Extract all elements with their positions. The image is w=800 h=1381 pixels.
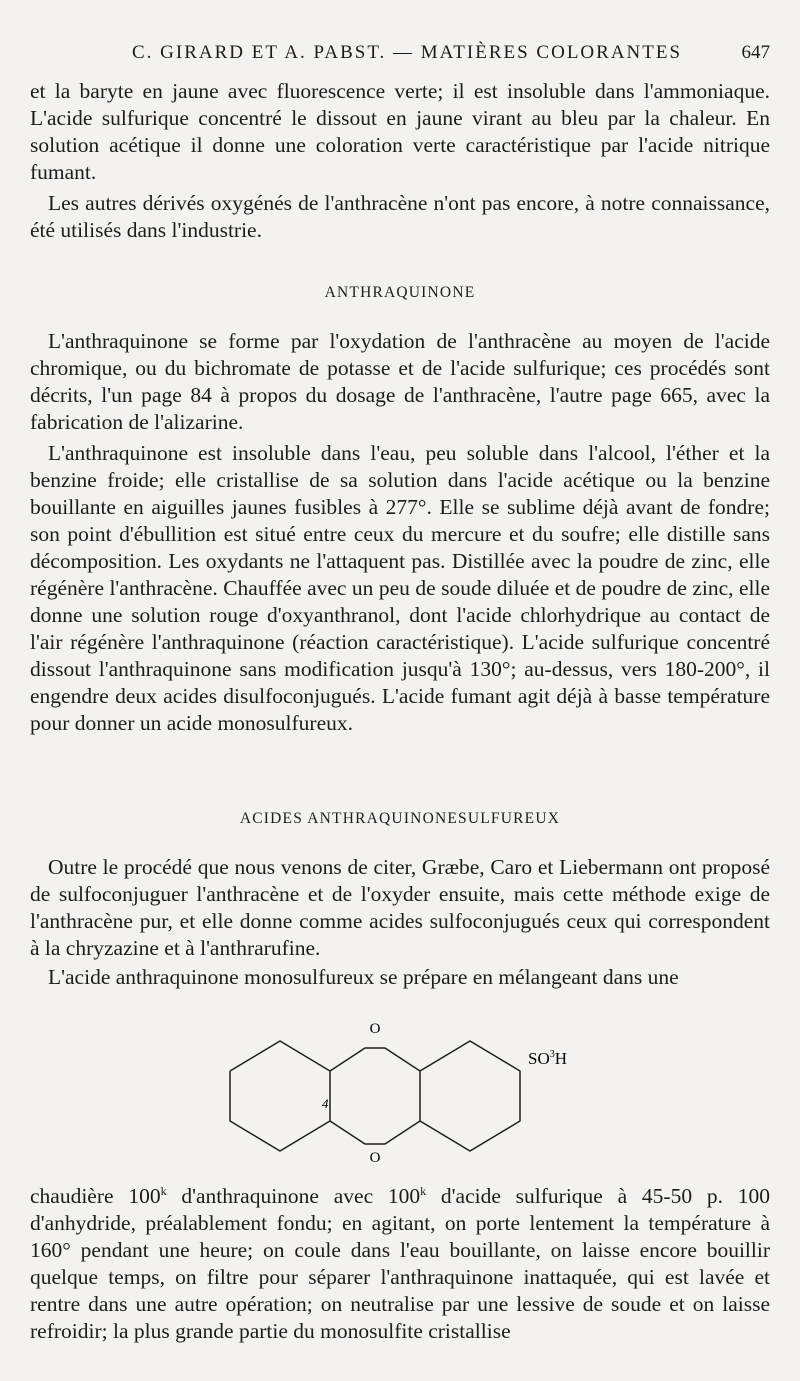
paragraph-text: Outre le procédé que nous venons de citer, Græbe, Caro et Liebermann ont proposé de sulfoconjuguer l'anthracène et de l'oxyder ensuite, mais cette méthode exige de l'anthracène pur, et elle donne comme acides sulfoconjugués ceux qui correspondent à la chryzazine et à l'anthrarufine. xyxy=(30,855,770,960)
paragraph-2 xyxy=(30,190,770,244)
paragraph-5 xyxy=(30,854,770,962)
right-benzene-ring xyxy=(420,1041,520,1151)
top-oxygen-atom: O xyxy=(369,1021,381,1037)
substituent-main: SO xyxy=(528,1049,550,1068)
bottom-oxygen-atom: O xyxy=(369,1150,381,1166)
running-title: C. GIRARD ET A. PABST. — MATIÈRES COLORANTES xyxy=(132,42,683,63)
paragraph-text: Les autres dérivés oxygénés de l'anthracène n'ont pas encore, à notre connaissance, été utilisés dans l'industrie. xyxy=(30,191,770,242)
page-number: 647 xyxy=(741,42,770,63)
left-benzene-ring xyxy=(230,1041,330,1151)
paragraph-text: L'anthraquinone est insoluble dans l'eau, peu soluble dans l'alcool, l'éther et la benzine froide; elle cristallise de sa solution dans l'acide acétique ou la benzine bouillante en aiguilles jaunes fusibles à 277°. Elle se sublime déjà avant de fondre; son point d'ébullition est situé entre ceux du mercure et du soufre; elle distille sans décomposition. Les oxydants ne l'attaquent pas. Distillée avec la poudre de zinc, elle régénère l'anthracène. Chauffée avec un peu de soude diluée et de poudre de zinc, elle donne une solution rouge d'oxyanthranol, dont l'acide chlorhydrique au contact de l'air régénère l'anthraquinone (réaction caractéristique). L'acide sulfurique concentré dissout l'anthraquinone sans modification jusqu'à 130°; au-dessus, vers 180-200°, il engendre deux acides disulfoconjugués. L'acide fumant agit déjà à basse température pour donner un acide monosulfureux. xyxy=(30,441,770,735)
substituent-superscript: 3 xyxy=(549,1049,555,1060)
paragraph-text: et la baryte en jaune avec fluorescence verte; il est insoluble dans l'ammoniaque. L'acide sulfurique concentré le dissout en jaune virant au bleu par la chaleur. En solution acétique il donne une coloration verte caractéristique par l'acide nitrique fumant. xyxy=(30,79,770,184)
ring-mark: 4 xyxy=(322,1096,329,1111)
paragraph-6 xyxy=(30,964,770,991)
paragraph-text: L'acide anthraquinone monosulfureux se prépare en mélangeant dans une xyxy=(48,965,679,989)
paragraph-7 xyxy=(30,1183,770,1345)
paragraph-text xyxy=(30,1183,770,1345)
section-heading: ACIDES ANTHRAQUINONESULFUREUX xyxy=(239,810,561,827)
substituent-tail: H xyxy=(554,1049,568,1068)
paragraph-1 xyxy=(30,78,770,186)
paragraph-3 xyxy=(30,328,770,436)
running-header xyxy=(30,42,770,68)
heading-anthraquinone xyxy=(30,284,770,302)
paragraph-text: L'anthraquinone se forme par l'oxydation de l'anthracène au moyen de l'acide chromique, ou du bichromate de potasse et de l'acide sulfurique; ces procédés sont décrits, l'un page 84 à propos du dosage de l'anthracène, l'autre page 665, avec la fabrication de l'alizarine. xyxy=(30,329,770,434)
central-ring-top xyxy=(330,1048,420,1071)
text-run: d'anthraquinone avec 100 xyxy=(166,1184,421,1208)
text-run: chaudière 100 xyxy=(30,1184,161,1208)
section-heading: ANTHRAQUINONE xyxy=(324,284,476,301)
central-ring-bottom xyxy=(330,1121,420,1144)
superscript: k xyxy=(420,1183,427,1198)
anthraquinone-sulfonic-acid-formula xyxy=(210,1015,630,1170)
paragraph-4 xyxy=(30,440,770,737)
substituent-label xyxy=(528,1049,567,1068)
text-run: d'acide sulfurique à 45-50 p. 100 d'anhydride, préalablement fondu; en agitant, on porte lentement la température à 160° pendant une heure; on coule dans l'eau bouillante, on laisse encore bouillir quelque temps, on filtre pour séparer l'anthraquinone inattaquée, qui est lavée et rentre dans une autre opération; on neutralise par une lessive de soude et on laisse refroidir; la plus grande partie du monosulfite cristallise xyxy=(30,1184,770,1343)
heading-acides xyxy=(30,810,770,828)
superscript: k xyxy=(160,1183,167,1198)
